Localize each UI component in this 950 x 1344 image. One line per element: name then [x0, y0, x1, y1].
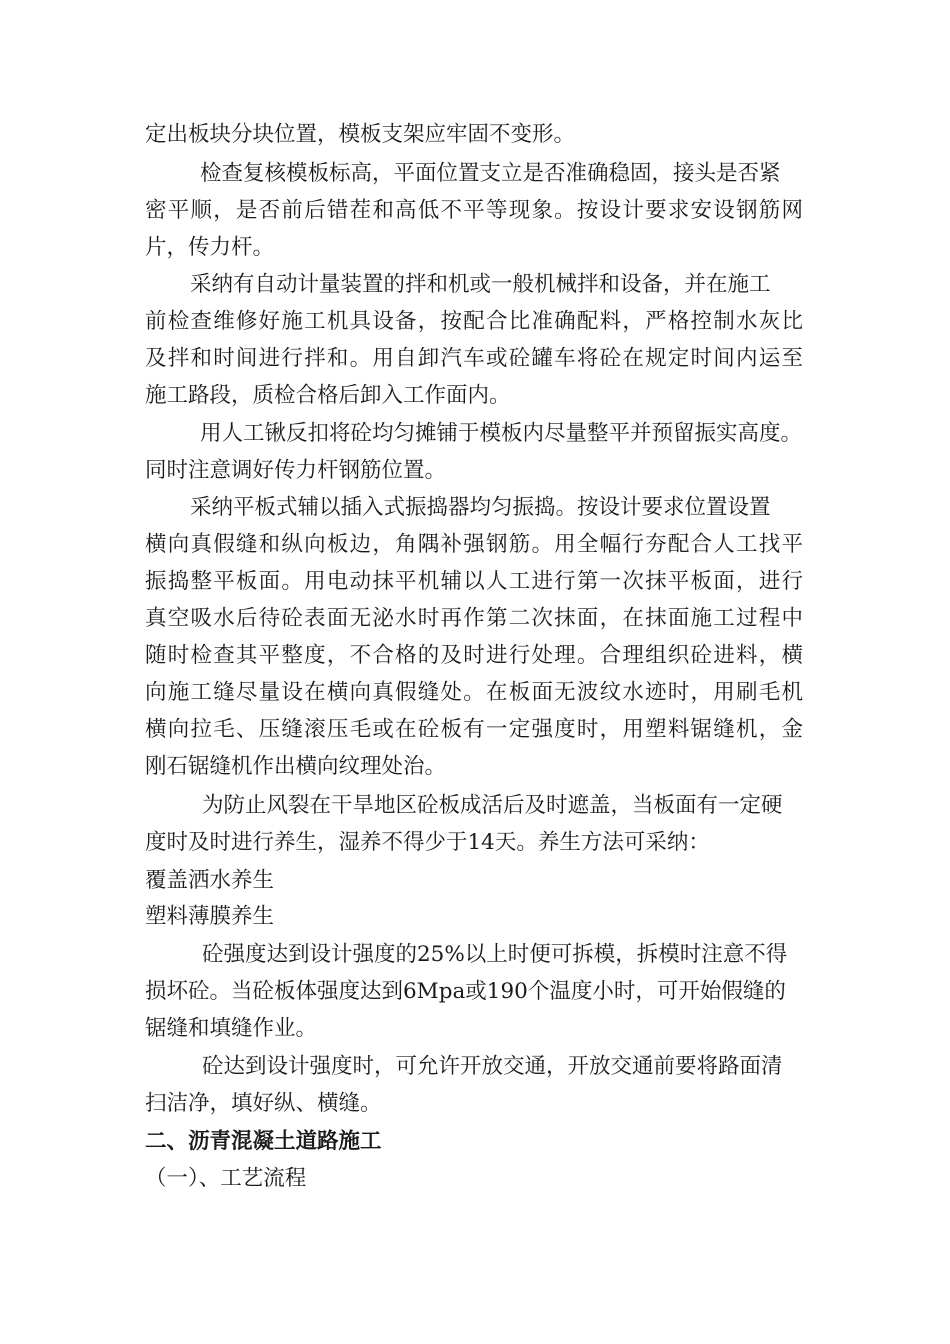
text-line: 前检查维修好施工机具设备，按配合比准确配料，严格控制水灰比: [145, 309, 803, 334]
text-line: 扫洁净，填好纵、横缝。: [145, 1091, 382, 1116]
section-heading: 二、沥青混凝土道路施工: [145, 1129, 382, 1154]
text-line: 横向拉毛、压缝滚压毛或在砼板有一定强度时，用塑料锯缝机，金: [145, 717, 803, 742]
text-line: 采纳有自动计量装置的拌和机或一般机械拌和设备，并在施工: [190, 272, 771, 297]
subsection-heading: （一）、工艺流程: [145, 1166, 307, 1191]
text-line: 刚石锯缝机作出横向纹理处治。: [145, 754, 447, 779]
text-line: 向施工缝尽量设在横向真假缝处。在板面无波纹水迹时，用刷毛机: [145, 680, 803, 705]
text-line: 同时注意调好传力杆钢筋位置。: [145, 458, 447, 483]
text-line: 检查复核模板标高，平面位置支立是否准确稳固，接头是否紧: [200, 161, 781, 186]
text-line: 损坏砼。当砼板体强度达到6Mpa或190个温度小时，可开始假缝的: [145, 979, 786, 1004]
text-line: 采纳平板式辅以插入式振捣器均匀振捣。按设计要求位置设置: [190, 495, 771, 520]
text-line: 砼达到设计强度时，可允许开放交通，开放交通前要将路面清: [202, 1054, 783, 1079]
text-line: 真空吸水后待砼表面无泌水时再作第二次抹面，在抹面施工过程中: [145, 606, 803, 631]
text-line: 用人工锹反扣将砼均匀摊铺于模板内尽量整平并预留振实高度。: [200, 421, 803, 446]
text-line: 随时检查其平整度，不合格的及时进行处理。合理组织砼进料，横: [145, 643, 803, 668]
text-line: 及拌和时间进行拌和。用自卸汽车或砼罐车将砼在规定时间内运至: [145, 346, 803, 371]
text-line: 振捣整平板面。用电动抹平机辅以人工进行第一次抹平板面，进行: [145, 569, 803, 594]
text-line: 定出板块分块位置，模板支架应牢固不变形。: [145, 122, 576, 147]
text-line: 横向真假缝和纵向板边，角隅补强钢筋。用全幅行夯配合人工找平: [145, 532, 803, 557]
text-line: 覆盖洒水养生: [145, 868, 275, 893]
text-line: 砼强度达到设计强度的25%以上时便可拆模，拆模时注意不得: [202, 942, 788, 967]
text-line: 施工路段，质检合格后卸入工作面内。: [145, 383, 511, 408]
text-line: 为防止风裂在干旱地区砼板成活后及时遮盖，当板面有一定硬: [202, 793, 783, 818]
text-line: 度时及时进行养生，湿养不得少于14天。养生方法可采纳：: [145, 830, 710, 855]
text-line: 塑料薄膜养生: [145, 904, 275, 929]
text-line: 片，传力杆。: [145, 235, 275, 260]
text-line: 密平顺，是否前后错茬和高低不平等现象。按设计要求安设钢筋网: [145, 198, 803, 223]
text-line: 锯缝和填缝作业。: [145, 1016, 318, 1041]
